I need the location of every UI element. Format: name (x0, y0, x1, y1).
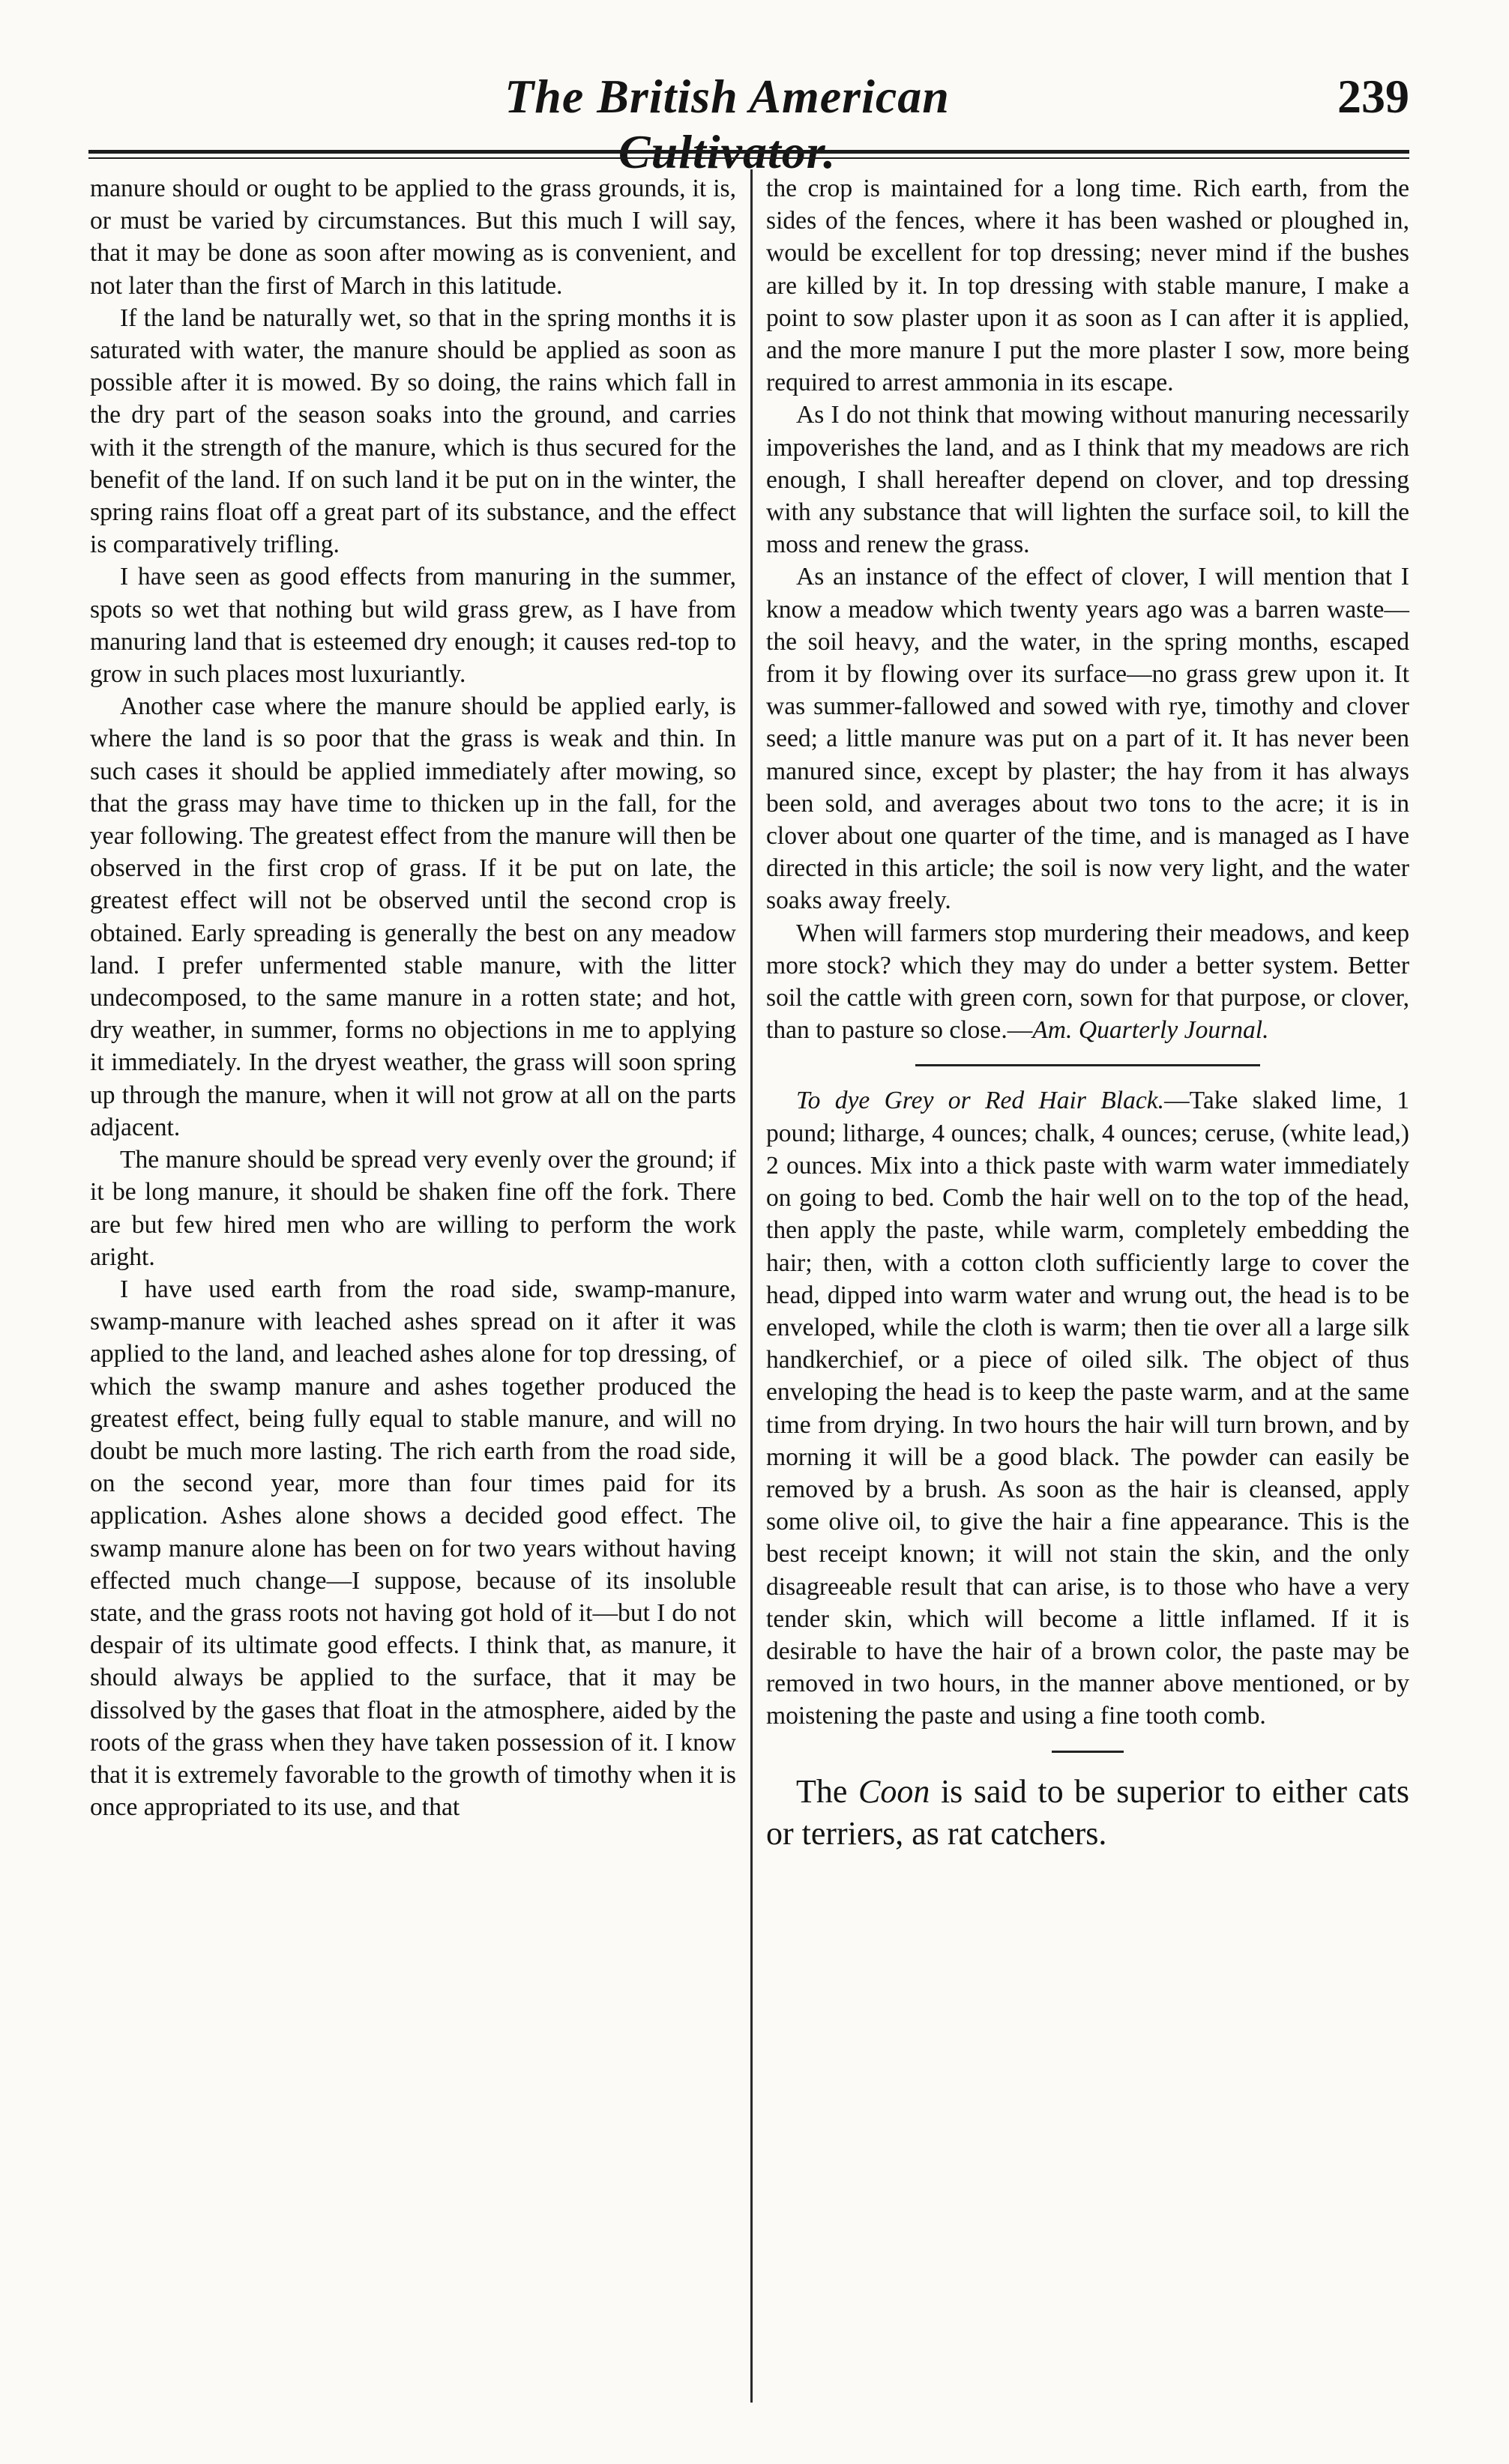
paragraph: The manure should be spread very evenly over the ground; if it be long manure, it should be shaken fine off the fork. There are but few hired men who are willing to perform the work aright. (90, 1146, 736, 1271)
paragraph: manure should or ought to be applied to the grass grounds, it is, or must be varied by circumstances. But this much I will say, that it may be done as soon after mowing as is convenient, and not later than the first of March in this latitude. (90, 175, 736, 300)
short-separator (1052, 1751, 1124, 1753)
right-column (766, 172, 1409, 1855)
header-rule-thin (88, 157, 1409, 159)
coon-text: is said to be superior to either cats or terriers, as rat catchers. (766, 1772, 1410, 1852)
citation: Am. Quarterly Journal. (1032, 1016, 1269, 1045)
paragraph: If the land be naturally wet, so that in the spring months it is saturated with water, the manure should be applied as soon as possible after it is mowed. By so doing, the rains which fall in the dry part of the season soaks into the ground, and carries with it the strength of the manure, which is thus secured for the benefit of the land. If on such land it be put on in the winter, the spring rains float off a great part of its substance, and the effect is comparatively trifling. (90, 304, 736, 559)
coon-prefix: The (796, 1772, 858, 1810)
closing-text: When will farmers stop murdering their meadows, and keep more stock? which they may do under a better system. Better soil the cattle with green corn, sown for that purpose, or clover, than to pasture so close.— (766, 919, 1409, 1045)
paragraph: Another case where the manure should be applied early, is where the land is so poor that the grass is weak and thin. In such cases it should be applied immediately after mowing, so that the grass may have time to thicken up in the fall, for the year following. The greatest effect from the manure will then be observed in the first crop of grass. If it be put on late, the greatest effect will not be observed until the second crop is obtained. Early spreading is generally the best on any meadow land. I prefer unfermented stable manure, with the litter undecomposed, to the same manure in a rotten state; and hot, dry weather, in summer, forms no objections in me to applying it immediately. In the dryest weather, the grass will soon spring up through the manure, when it will not grow at all on the parts adjacent. (90, 692, 736, 1141)
closing-paragraph (766, 917, 1409, 1047)
page-title: The British American (504, 70, 950, 123)
paragraph: As I do not think that mowing without manuring necessarily impoverishes the land, and as I think that my meadows are rich enough, I shall hereafter depend on clover, and top dressing with any substance that will lighten the surface soil, to kill the moss and renew the grass. (766, 401, 1409, 559)
recipe-text: —Take slaked lime, 1 pound; litharge, 4 ounces; chalk, 4 ounces; ceruse, (white lead,) 2 ounces. Mix into a thick paste with warm water immediately on going to bed. Comb the hair well on to the top of the head, then apply the paste, while warm, completely embedding the hair; then, with a cotton cloth sufficiently large to cover the head, dipped into warm water and wrung out, the head is to be enveloped, while the cloth is warm; then tie over all a large silk handkerchief, or a piece of oiled silk. The object of thus enveloping the head is to keep the paste warm, and at the same time from drying. In two hours the hair will turn brown, and by morning it will be a good black. The powder can easily be removed by a brush. As soon as the hair is cleansed, apply some olive oil, to give the hair a fine appearance. This is the best receipt known; it will not stain the skin, and the only disagreeable result that can arise, is to those who have a very tender skin, which will become a little inflamed. If it is desirable to have the hair of a brown color, the paste may be removed in two hours, in the manner above mentioned, or by moistening the paste and using a fine tooth comb. (766, 1087, 1410, 1730)
column-divider (750, 169, 753, 2403)
recipe-title: To dye Grey or Red Hair Black. (796, 1087, 1165, 1115)
paragraph: I have used earth from the road side, swamp-manure, swamp-manure with leached ashes spread on it after it was applied to the land, and leached ashes alone for top dressing, of which the swamp manure and ashes together produced the greatest effect, being fully equal to stable manure, and will no doubt be much more lasting. The rich earth from the road side, on the second year, more than four times paid for its application. Ashes alone shows a decided good effect. The swamp manure alone has been on for two years without having effected much change—I suppose, because of its insoluble state, and the grass roots not having got hold of it—but I do not despair of its ultimate good effects. I think that, as manure, it should always be applied to the surface, that it may be dissolved by the gases that float in the atmosphere, aided by the roots of the grass when they have taken possession of it. I know that it is extremely favorable to the growth of timothy when it is once appropriated to its use, and that (90, 1275, 736, 1822)
page-number: 239 (1337, 70, 1409, 123)
paragraph: the crop is maintained for a long time. Rich earth, from the sides of the fences, where it has been washed or ploughed in, would be excellent for top dressing; never mind if the bushes are killed by it. In top dressing with stable manure, I make a point to sow plaster upon it as soon as I can after it is applied, and the more manure I put the more plaster I sow, more being required to arrest ammonia in its escape. (766, 175, 1409, 397)
recipe-paragraph (766, 1084, 1409, 1732)
paragraph: I have seen as good effects from manuring in the summer, spots so wet that nothing but wild grass grew, as I have from manuring land that is esteemed dry enough; it causes red-top to grow in such places most luxuriantly. (90, 563, 736, 689)
coon-name: Coon (858, 1772, 930, 1810)
coon-note (766, 1771, 1409, 1855)
section-separator (915, 1064, 1260, 1066)
paragraph: As an instance of the effect of clover, I will mention that I know a meadow which twenty years ago was a barren waste—the soil heavy, and the water, in the spring months, escaped from it by flowing over its surface—no grass grew upon it. It was summer-fallowed and sowed with rye, timothy and clover seed; a little manure was put on a part of it. It has never been manured since, except by plaster; the hay from it has always been sold, and averages about two tons to the acre; it is in clover about one quarter of the time, and is managed as I have directed in this article; the soil is now very light, and the water soaks away freely. (766, 563, 1409, 915)
left-column (90, 172, 736, 1823)
header-rule-thick (88, 150, 1409, 154)
